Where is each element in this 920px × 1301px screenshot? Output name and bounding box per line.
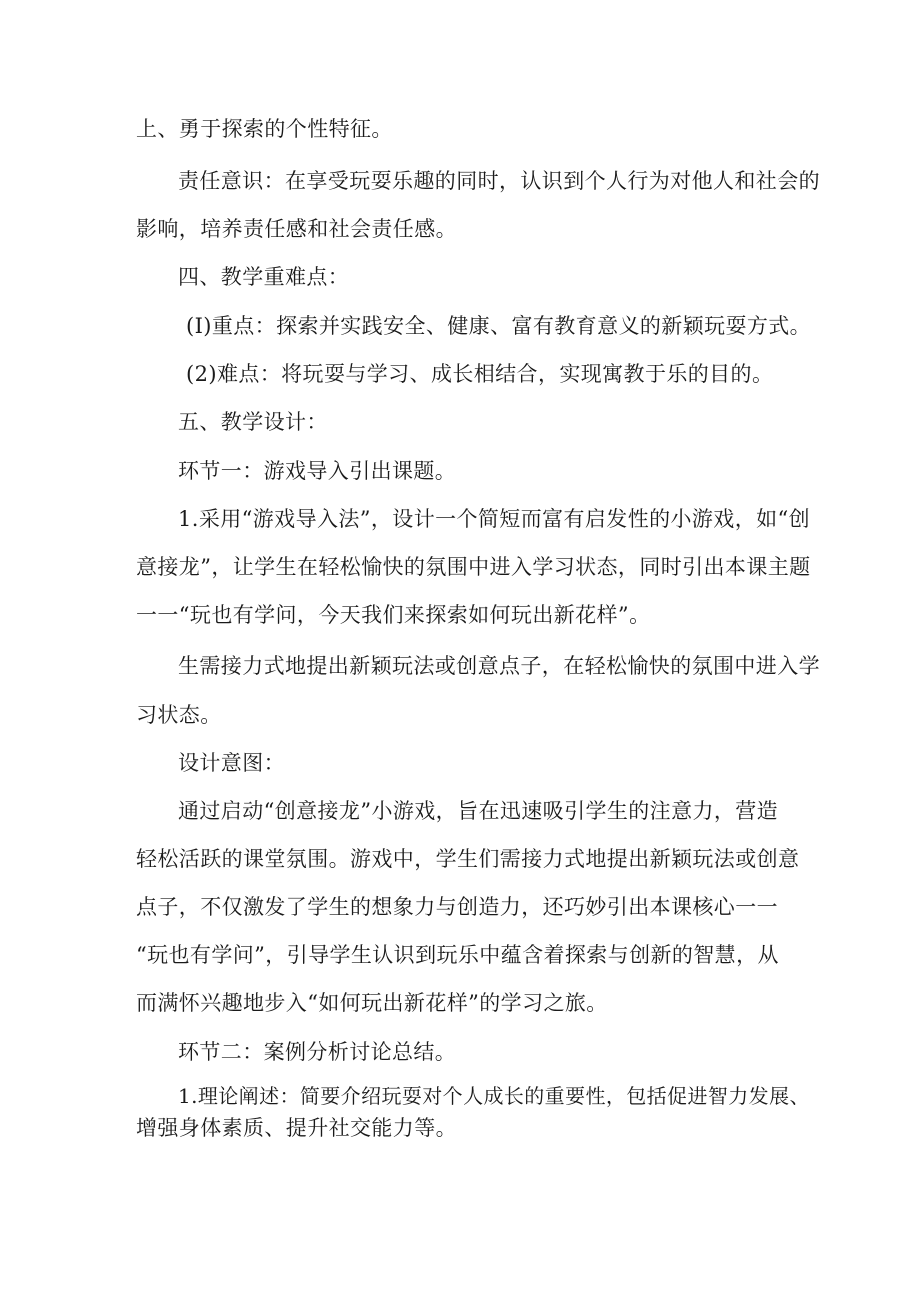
text-line: 一一“玩也有学问，今天我们来探索如何玩出新花样”。 [136, 603, 651, 627]
section-heading: 五、教学设计： [178, 410, 328, 434]
text-line: 轻松活跃的课堂氛围。游戏中，学生们需接力式地提出新颖玩法或创意 [136, 847, 800, 871]
text-line: 点子，不仅激发了学生的想象力与创造力，还巧妙引出本课核心一一 [136, 895, 778, 919]
text-line: 意接龙”，让学生在轻松愉快的氛围中进入学习状态，同时引出本课主题 [136, 555, 811, 579]
section-heading: 四、教学重难点： [178, 265, 350, 289]
text-line: (2)难点：将玩耍与学习、成长相结合，实现寓教于乐的目的。 [186, 362, 774, 386]
subsection-heading: 设计意图： [178, 751, 285, 775]
text-line: 上、勇于探索的个性特征。 [136, 117, 393, 141]
text-line: 增强身体素质、提升社交能力等。 [136, 1116, 457, 1140]
text-line: 生需接力式地提出新颖玩法或创意点子，在轻松愉快的氛围中进入学 [178, 654, 820, 678]
subsection-heading: 环节一：游戏导入引出课题。 [178, 459, 457, 483]
subsection-heading: 环节二：案例分析讨论总结。 [178, 1040, 457, 1064]
text-line: (I)重点：探索并实践安全、健康、富有教育意义的新颖玩耍方式。 [186, 314, 812, 338]
text-line: “玩也有学问”，引导学生认识到玩乐中蕴含着探索与创新的智慧，从 [136, 943, 779, 967]
text-line: 习状态。 [136, 703, 222, 727]
text-line: 而满怀兴趣地步入“如何玩出新花样”的学习之旅。 [136, 991, 608, 1015]
text-line: 影响，培养责任感和社会责任感。 [136, 217, 457, 241]
text-line: 1.采用“游戏导入法”，设计一个简短而富有启发性的小游戏，如“创 [178, 507, 811, 531]
text-line: 通过启动“创意接龙”小游戏，旨在迅速吸引学生的注意力，营造 [178, 799, 779, 823]
text-line: 责任意识：在享受玩耍乐趣的同时，认识到个人行为对他人和社会的 [178, 169, 820, 193]
text-line: 1.理论阐述：简要介绍玩耍对个人成长的重要性，包括促进智力发展、 [178, 1084, 810, 1108]
